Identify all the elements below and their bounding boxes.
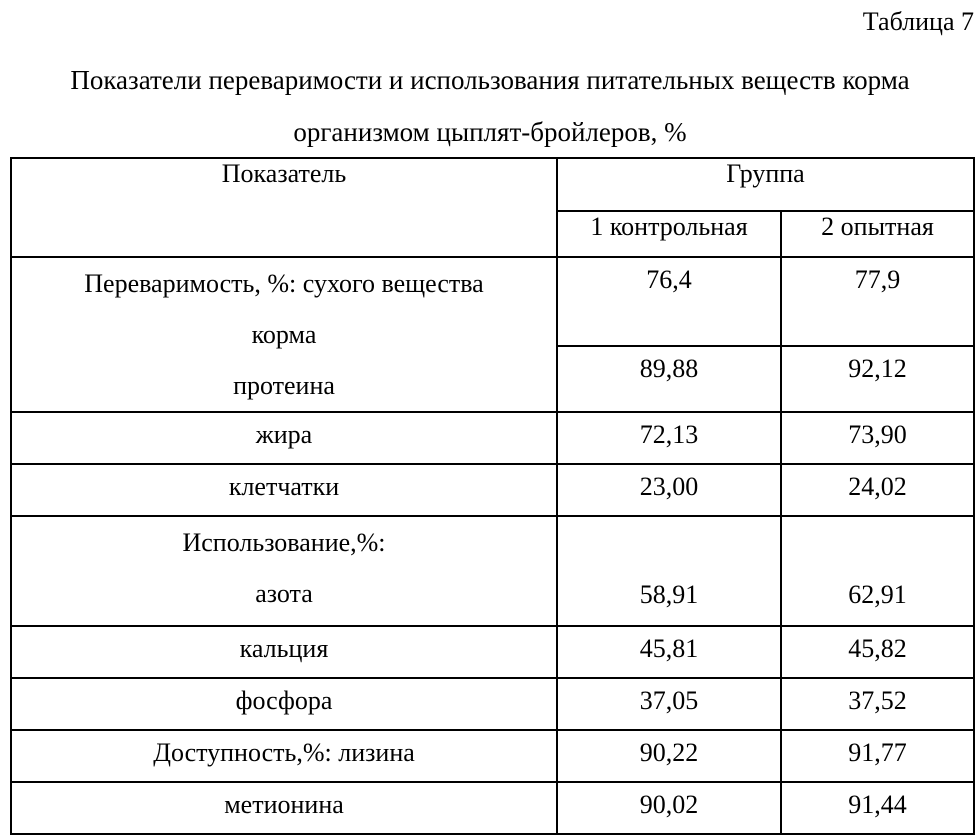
table-number-label: Таблица 7 [862,7,974,36]
cell-control: 89,88 [557,346,781,412]
cell-experimental: 73,90 [781,412,974,464]
cell-experimental: 37,52 [781,678,974,730]
cell-experimental: 24,02 [781,464,974,516]
cell-control: 90,02 [557,782,781,834]
cell-experimental: 91,44 [781,782,974,834]
table-row [11,516,974,626]
row-label: кальция [11,626,557,678]
table-caption [0,54,980,158]
table-row [11,626,974,678]
row-label: Доступность,%: лизина [11,730,557,782]
row-label-line: Использование,%: [182,528,386,557]
cell-experimental: 45,82 [781,626,974,678]
row-label: клетчатки [11,464,557,516]
cell-control: 72,13 [557,412,781,464]
table-row [11,412,974,464]
caption-line-1: Показатели переваримости и использования питательных веществ корма [70,65,910,95]
cell-experimental: 77,9 [781,257,974,346]
table-row [11,678,974,730]
row-label-line: корма [251,320,317,349]
cell-experimental: 92,12 [781,346,974,412]
row-label: метионина [11,782,557,834]
caption-line-2: организмом цыплят-бройлеров, % [293,117,687,147]
table-header-row [11,158,974,211]
row-label-line: Переваримость, %: сухого вещества [84,269,484,298]
table-row [11,782,974,834]
cell-control: 37,05 [557,678,781,730]
row-label-line: азота [255,579,313,608]
row-label-line: протеина [233,371,335,400]
row-label-digestibility [11,257,557,412]
row-label: жира [11,412,557,464]
cell-control: 58,91 [557,516,781,626]
cell-experimental: 91,77 [781,730,974,782]
cell-control: 23,00 [557,464,781,516]
cell-experimental: 62,91 [781,516,974,626]
cell-control: 45,81 [557,626,781,678]
table-row [11,257,974,346]
table-row [11,730,974,782]
row-label: фосфора [11,678,557,730]
header-experimental-group: 2 опытная [781,211,974,257]
cell-control: 76,4 [557,257,781,346]
header-control-group: 1 контрольная [557,211,781,257]
table-row [11,464,974,516]
header-group: Группа [557,158,974,211]
header-indicator: Показатель [11,158,557,257]
row-label-usage [11,516,557,626]
digestibility-table [10,157,975,835]
cell-control: 90,22 [557,730,781,782]
